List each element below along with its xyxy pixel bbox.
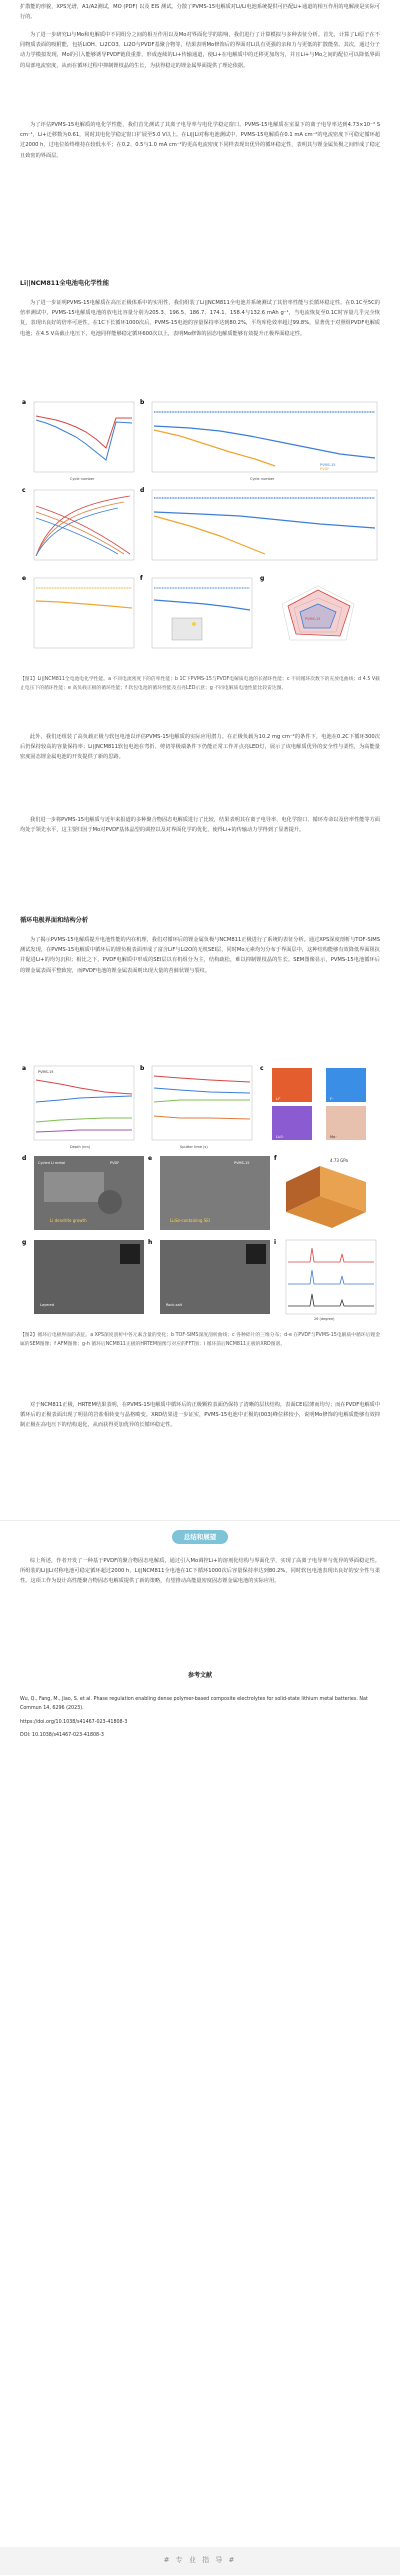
fig2-panel-label-e: e <box>148 1155 153 1162</box>
footer-text: # 专 业 指 导 # <box>163 2556 237 2564</box>
fig2-f-value: 4.73 GPa <box>330 1158 348 1163</box>
figure-2-panel-d <box>22 1155 144 1230</box>
fig2-i-xlabel: 2θ (degree) <box>314 1317 335 1321</box>
panel-label-d: d <box>140 487 145 494</box>
paragraph-6: 为了揭示PVMS-15电解质提升电池性能的内在机理，我们对循环后的锂金属负极与NCM811正极进行了系统的表征分析。通过XPS深度剖析与TOF-SIMS测试发现，在PVMS-15电解质中循环后的锂负极表面形成了富含LiF与Li2O的无机SEI层，同时Mo元素均匀分布于界面层中，这种结构能够有效降低界面阻抗并促进Li+的均匀沉积；相比之下，PVDF电解质中形成的SEI层以有机组分为主，结构疏松，难以抑制锂枝晶的生长。SEM图像显示，PVMS-15电池循环后的锂金属表面平整致密，而PVDF电池的锂金属表面则出现大量的苔藓状锂与裂纹。 <box>20 937 380 974</box>
fig2-panel-label-i: i <box>274 1239 277 1246</box>
figure-1-panel-a <box>22 399 134 481</box>
figure-2-panel-i <box>274 1239 376 1321</box>
paragraph-3: 为了进一步证明PVMS-15电解质在高压正极体系中的实用性，我们组装了Li||NCM811全电池并系统测试了其倍率性能与长循环稳定性。在0.1C至5C的倍率测试中，PVMS-15电解质电池的放电比容量分别为205.3、196.5、186.7、174.1、158.4与132.6 mAh g⁻¹，当电流恢复至0.1C时容量几乎完全恢复，表现出良好的倍率可逆性。在1C下长循环1000次后，PVMS-15电池的容量保持率达到80.2%，平均库伦效率超过99.8%，显著优于对照组PVDF电解质电池；在4.5 V高截止电压下，电池同样能够稳定循环600次以上，表明Mo修饰的固态电解质能够有效提升正极界面稳定性。 <box>20 300 380 337</box>
intro-fragment: 扩散能的形貌，XPS光谱，A1/A2测试，MO (PDF) 以及 EIS 测试。分散了PVMS-15电解质对Li/Li电池系统提供可匹配Li+通道的相互作用的电解液是实际可行的。 <box>20 4 380 21</box>
figure-2-svg <box>20 1062 380 1322</box>
fig2-c-label-li: Li⁺ <box>276 1097 281 1101</box>
reference-doi-text: DOI: 10.1038/s41467-023-41808-3 <box>20 1733 104 1739</box>
paragraph-7: 对于NCM811正极，HRTEM结果表明，在PVMS-15电解质中循环后的正极颗粒表面仍保持了清晰的层状结构，表面CEI层薄而均匀；而在PVDF电解质中循环后的正极表面出现了明显的岩盐相转变与晶格畸变。XRD结果进一步证实，PVMS-15电池中正极的(003)峰位移较小，说明Mo修饰的电解质能够有效抑制正极在高电压下的结构退化，从而获得更加优异的长循环稳定性。 <box>20 1402 380 1429</box>
footer-bar <box>0 2547 400 2575</box>
figure-1-svg <box>20 396 380 666</box>
paragraph-8: 综上所述，作者开发了一种基于PVDF的聚合物固态电解质，通过引入Mo调控Li+的溶剂化结构与界面化学，实现了高离子电导率与优异的界面稳定性。所组装的Li||Li对称电池可稳定循环超过2000 h，Li||NCM811全电池在1C下循环1000次后容量保持率达到80.2%，同时软包电池表现出良好的安全性与柔性。这项工作为设计高性能聚合物固态电解质提供了新的策略，有望推动高能量密度固态锂金属电池的实际应用。 <box>20 1558 380 1585</box>
fig2-b-xlabel: Sputter time (s) <box>180 1145 208 1149</box>
fig2-panel-label-g: g <box>22 1239 27 1246</box>
fig2-h-note: Rock-salt <box>166 1303 182 1307</box>
fig2-e-title: PVMS-15 <box>234 1161 250 1165</box>
reference-doi-link[interactable]: https://doi.org/10.1038/s41467-023-41808-3 <box>20 1719 128 1725</box>
figure-2-panel-b <box>140 1065 252 1149</box>
fig2-d-note: Li dendrite growth <box>50 1218 87 1223</box>
fig2-panel-label-d: d <box>22 1155 27 1162</box>
fig2-panel-label-h: h <box>148 1239 153 1246</box>
divider <box>0 1520 400 1521</box>
fig2-panel-label-b: b <box>140 1065 145 1072</box>
fig1-b-xlabel: Cycle number <box>250 477 275 481</box>
panel-label-f: f <box>140 575 143 582</box>
figure-1 <box>20 396 380 666</box>
reference-block: Wu, Q., Fang, M., Jiao, S. et al. Phase regulation enabling dense polymer-based composite electrolytes for solid-state lithium metal batteries. Nat Commun 14, 6296 (2023). https://doi.org/10.1038/s41467-023-41808-3 DOI: 10.1038/s41467-023-41808-3 <box>20 1690 380 1745</box>
fig2-c-label-f: F⁻ <box>330 1097 334 1101</box>
fig2-e-note: Li₂Se-containing SEI <box>170 1218 210 1223</box>
figure-2-panel-a <box>22 1065 134 1149</box>
section-title-interface: 循环电极界面和结构分析 <box>20 917 89 924</box>
figure-1-panel-c <box>22 487 134 560</box>
fig1-b-legend-pvdf: PVDF <box>320 467 330 471</box>
fig1-g-center-label: PVMS-15 <box>305 617 321 621</box>
fig2-panel-label-c: c <box>260 1065 264 1072</box>
figure-2-panel-c <box>260 1065 366 1140</box>
references-heading: 参考文献 <box>187 1672 212 1679</box>
fig2-d-sub: PVDF <box>110 1161 120 1165</box>
figure-1-panel-f <box>140 575 252 648</box>
section-title-full-cell: Li||NCM811全电池电化学性能 <box>20 280 109 287</box>
fig2-panel-label-f: f <box>274 1155 277 1162</box>
panel-label-a: a <box>22 399 27 406</box>
paragraph-1: 为了进一步研究Li与Mo和电解质中不同组分之间的相互作用以及Mo对界面化学的影响，我们进行了计算模拟与多种表征分析。首先，计算了Li原子在不同物质表面的吸附能，包括LiOH、Li2CO3、Li2O与PVDF基聚合物等，结果表明Mo修饰后的界面对Li具有更强的亲和力与更低的扩散能垒。其次，通过分子动力学模拟发现，Mo的引入能够诱导PVDF链段重排，形成连续的Li+传输通道，使Li+在电解质中的迁移更加均匀，并且Li+与Mo之间的配位可以降低界面的局部电流密度，从而在循环过程中抑制锂枝晶的生长，为获得稳定的锂金属界面提供了理论依据。 <box>20 32 380 69</box>
fig2-g-note: Layered <box>40 1303 55 1307</box>
panel-label-g: g <box>260 575 265 582</box>
summary-label: 总结和展望 <box>172 1530 228 1544</box>
figure-1-panel-b <box>140 399 377 481</box>
figure-1-panel-g <box>260 575 354 640</box>
panel-label-b: b <box>140 399 145 406</box>
figure-1-caption: 【图1】Li||NCM811全电池电化学性能。a 不同电流密度下的倍率性能；b 1C下PVMS-15与PVDF电解质电池的长循环性能；c 不同循环次数下的充放电曲线；d 4.5 V截止电压下的循环性能；e 高负载正极的循环性能；f 软包电池的循环性能及点亮LED示意；g 不同电解质电池性能比较雷达图。 <box>20 676 380 691</box>
fig2-c-label-mo: Mo⁻ <box>330 1135 338 1139</box>
fig2-panel-label-a: a <box>22 1065 27 1072</box>
fig1-a-xlabel: Cycle number <box>70 477 95 481</box>
fig2-a-xlabel: Depth (nm) <box>70 1145 91 1149</box>
paragraph-5: 我们进一步将PVMS-15电解质与近年来报道的多种聚合物固态电解质进行了比较，结果表明其在离子电导率、电化学窗口、循环寿命以及倍率性能等方面均处于领先水平，这主要归因于Mo对PVDF基体晶型的调控以及对界面化学的优化，使得Li+的传输动力学得到了显著提升。 <box>20 817 380 834</box>
figure-2-panel-g <box>22 1239 144 1314</box>
fig1-b-legend-pvms: PVMS-15 <box>320 463 336 467</box>
fig2-d-title: Cycled Li metal <box>38 1161 65 1165</box>
figure-2 <box>20 1062 380 1322</box>
figure-2-panel-f <box>274 1155 366 1228</box>
paragraph-2: 为了评估PVMS-15电解质的电化学性能，我们首先测试了其离子电导率与电化学稳定窗口。PVMS-15电解质在室温下的离子电导率达到4.73×10⁻⁴ S cm⁻¹，Li+迁移数为0.61，同时其电化学稳定窗口扩展至5.0 V以上。在Li||Li对称电池测试中，PVMS-15电解质在0.1 mA cm⁻²的电流密度下可稳定循环超过2000 h，过电位始终维持在较低水平；在0.2、0.5与1.0 mA cm⁻²的更高电流密度下同样表现出优异的循环稳定性，表明其与锂金属负极之间形成了稳定且致密的界面层。 <box>20 122 380 159</box>
figure-2-caption: 【图2】循环后电极界面的表征。a XPS深度剖析中各元素含量的变化；b TOF-SIMS深度剖析曲线；c 各种碎片的三维分布；d-e 在PVDF与PVMS-15电解质中循环后锂金属的SEM图像；f AFM图像；g-h 循环后NCM811正极的HRTEM图像与对应的FFT图；i 循环前后NCM811正极的XRD图谱。 <box>20 1332 381 1347</box>
figure-1-panel-e <box>22 575 134 648</box>
figure-2-panel-h <box>148 1239 270 1314</box>
panel-label-c: c <box>22 487 26 494</box>
fig2-a-title: PVMS-15 <box>38 1070 54 1074</box>
figure-1-panel-d <box>140 487 377 560</box>
panel-label-e: e <box>22 575 27 582</box>
figure-2-panel-e <box>148 1155 270 1230</box>
fig2-c-label-li2s: Li₂S⁻ <box>276 1135 285 1139</box>
paragraph-4: 此外，我们还组装了高负载正极与软包电池以评估PVMS-15电解质的实际应用潜力。在正极负载为10.2 mg cm⁻²的条件下，电池在0.2C下循环300次后仍保持较高的容量保持率；Li||NCM811软包电池在弯折、剪切等极端条件下仍能正常工作并点亮LED灯，展示了该电解质优异的安全性与柔性，为高能量密度固态锂金属电池的开发提供了新的思路。 <box>20 734 380 761</box>
